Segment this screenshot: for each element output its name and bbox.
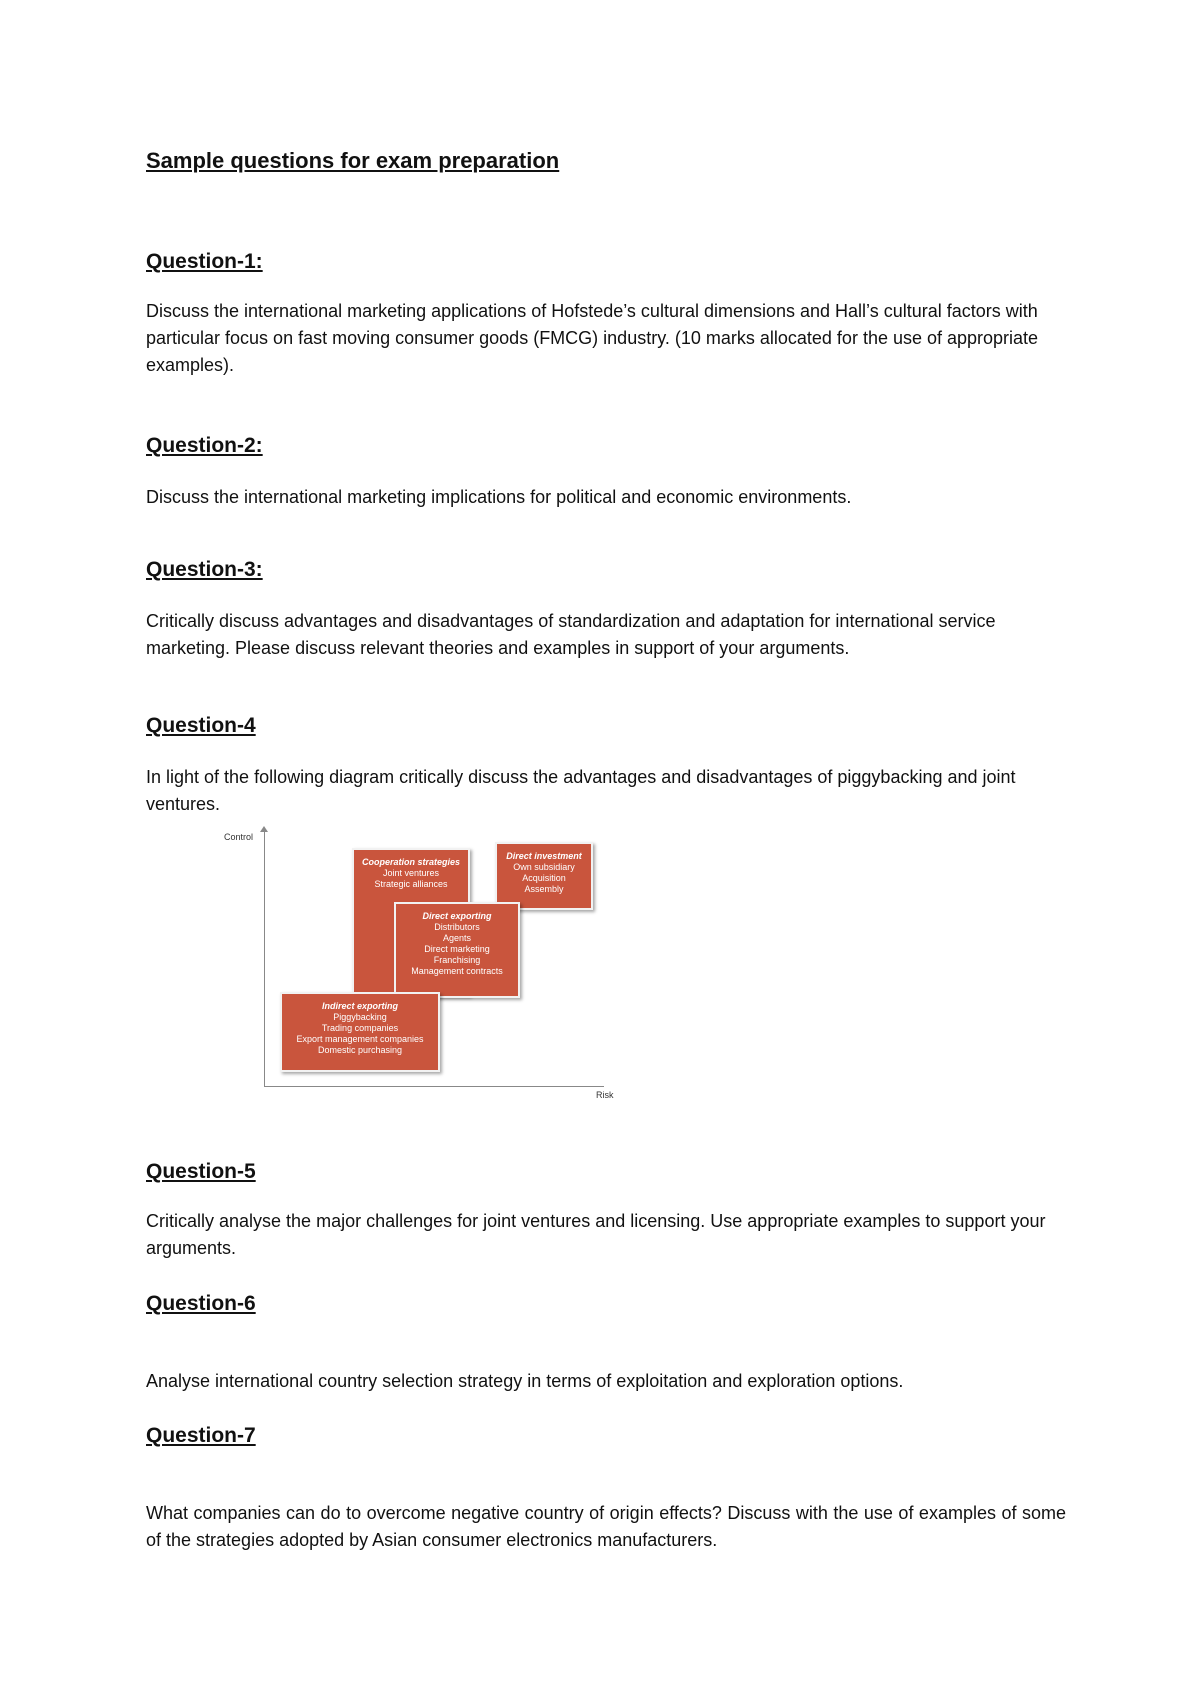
question-3-text: Critically discuss advantages and disadvantages of standardization and adaptation for international service marketing. Please discuss relevant theories and examples in support of your arguments. [146,611,996,658]
direct-investment-item: Assembly [524,884,564,894]
cooperation-item: Strategic alliances [374,879,448,889]
document-title: Sample questions for exam preparation [146,148,560,173]
question-7-heading: Question-7 [146,1424,256,1447]
x-axis [264,1086,604,1087]
cooperation-title: Cooperation strategies [361,857,461,867]
question-4-heading: Question-4 [146,714,256,737]
indirect-exporting-item: Piggybacking [333,1012,387,1022]
direct-exporting-item: Distributors [434,922,480,932]
indirect-exporting-item: Trading companies [321,1023,399,1033]
question-7-text: What companies can do to overcome negative country of origin effects? Discuss with the use of examples of some of the strategies adopted by Asian consumer electronics manufacturers. [146,1503,1066,1550]
question-1-text: Discuss the international marketing applications of Hofstede’s cultural dimensions and Hall’s cultural factors with particular focus on fast moving consumer goods (FMCG) industry. (10 marks allocated for the use of appropriate examples). [146,301,1039,375]
y-axis [264,830,265,1086]
question-6-heading: Question-6 [146,1292,256,1315]
direct-exporting-item: Agents [442,933,472,943]
question-5-text: Critically analyse the major challenges for joint ventures and licensing. Use appropriate examples to support your arguments. [146,1211,1046,1258]
y-axis-label: Control [224,832,254,842]
question-4-text: In light of the following diagram critically discuss the advantages and disadvantages of piggybacking and joint ventures. [146,767,1016,814]
market-entry-diagram [222,826,622,1100]
direct-investment-item: Acquisition [522,873,566,883]
direct-exporting-box [394,902,520,998]
question-3-heading: Question-3: [146,558,263,581]
direct-exporting-item: Franchising [433,955,481,965]
indirect-exporting-box [280,992,440,1072]
direct-exporting-title: Direct exporting [422,911,492,921]
indirect-exporting-item: Export management companies [296,1034,424,1044]
indirect-exporting-item: Domestic purchasing [317,1045,403,1055]
direct-exporting-item: Management contracts [411,966,503,976]
direct-investment-title: Direct investment [506,851,582,861]
question-5-heading: Question-5 [146,1160,256,1183]
question-2-heading: Question-2: [146,434,263,457]
x-axis-label: Risk [596,1090,614,1100]
indirect-exporting-title: Indirect exporting [321,1001,398,1011]
direct-investment-box [495,842,593,910]
direct-exporting-item: Direct marketing [424,944,490,954]
question-1-heading: Question-1: [146,250,263,273]
question-2-text: Discuss the international marketing implications for political and economic environments. [146,487,852,507]
cooperation-item: Joint ventures [382,868,440,878]
question-6-text: Analyse international country selection strategy in terms of exploitation and exploration options. [146,1371,904,1391]
direct-investment-item: Own subsidiary [513,862,575,872]
